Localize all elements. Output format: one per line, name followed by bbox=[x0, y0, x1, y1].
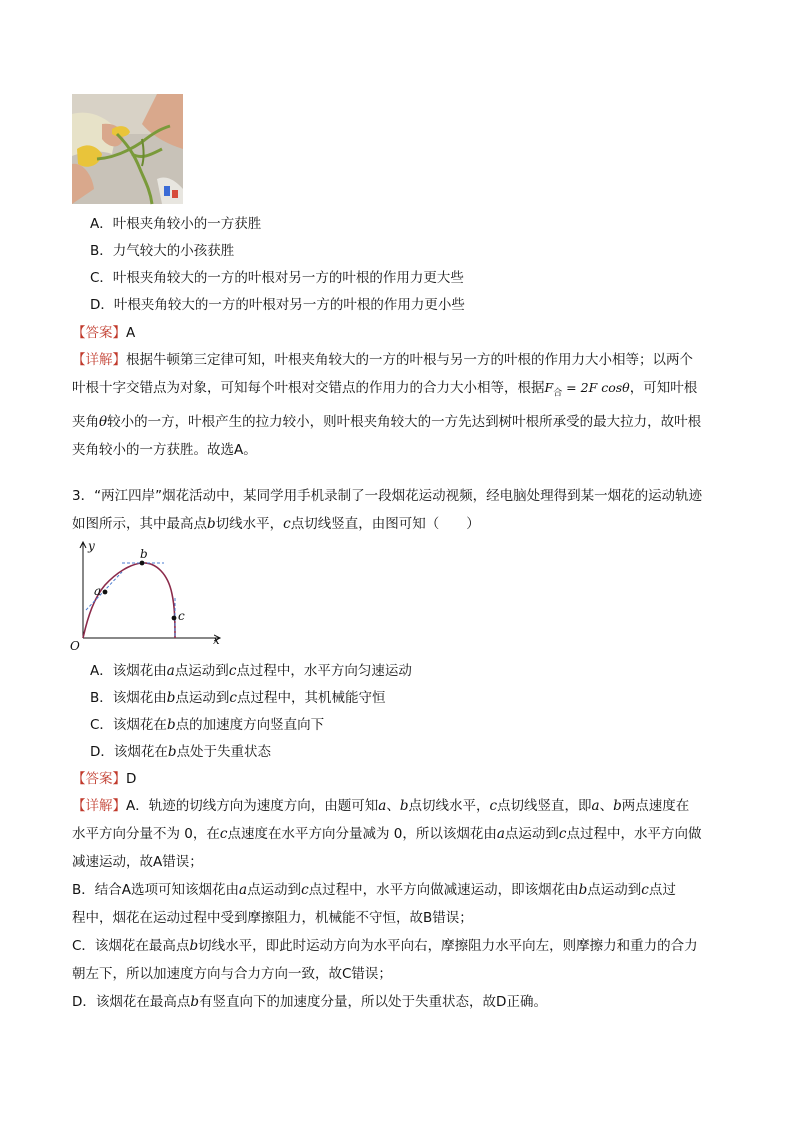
point-a-label: a bbox=[94, 584, 102, 598]
q2-option-c: C．叶根夹角较大的一方的叶根对另一方的叶根的作用力更大些 bbox=[90, 270, 464, 286]
q2-option-a: A．叶根夹角较小的一方获胜 bbox=[90, 216, 262, 232]
q3-answer bbox=[72, 770, 136, 788]
answer-tag: 【答案】 bbox=[72, 771, 126, 787]
answer-value: A bbox=[126, 325, 136, 341]
trajectory-diagram bbox=[70, 538, 232, 653]
q3-option-b: B．该烟花由b点运动到c点过程中，其机械能守恒 bbox=[90, 690, 386, 706]
point-c bbox=[172, 616, 177, 621]
force-formula: $F_合 = 2F$ cosθ bbox=[544, 380, 630, 399]
q2-answer bbox=[72, 324, 135, 342]
q3-detail: 【详解】A．轨迹的切线方向为速度方向，由题可知a、b点切线水平，c点切线竖直，即a、b两点速度在 水平方向分量不为 0，在c点速度在水平方向分量减为 0，所以该烟花由a点运动到c点过程中，水平方向做 减速运动，故A错误； B．结合A选项可知该烟花由a点运动到c点过程中，水平方向做减速运动，即该烟花由b点运动到c点过 程中，烟花在运动过程中受到摩擦阻力，机械能不守恒，故B错误； C．该烟花在最高点b切线水平，即此时运动方向为水平向右，摩擦阻力水平向左，则摩擦力和重力的合力 朝左下，所以加速度方向与合力方向一致，故C错误； D．该烟花在最高点b有竖直向下的加速度分量，所以处于失重状态，故D正确。 bbox=[72, 798, 702, 1010]
x-axis-label: x bbox=[213, 633, 220, 647]
q3-option-d: D．该烟花在b点处于失重状态 bbox=[90, 744, 272, 760]
q3-option-a: A．该烟花由a点运动到c点过程中，水平方向匀速运动 bbox=[90, 663, 412, 679]
point-b bbox=[140, 561, 145, 566]
q2-option-d: D．叶根夹角较大的一方的叶根对另一方的叶根的作用力更小些 bbox=[90, 297, 465, 313]
point-c-label: c bbox=[178, 609, 185, 623]
q3-option-c: C．该烟花在b点的加速度方向竖直向下 bbox=[90, 717, 325, 733]
trajectory-curve bbox=[83, 563, 175, 638]
photo-hands-pulling-leaf-stems-icon bbox=[72, 94, 183, 204]
detail-tag: 【详解】 bbox=[72, 352, 126, 368]
origin-label: O bbox=[70, 639, 80, 653]
detail-tag: 【详解】 bbox=[72, 798, 126, 814]
hands-leaf-stem-photo bbox=[72, 94, 183, 204]
q2-option-b: B．力气较大的小孩获胜 bbox=[90, 243, 235, 259]
y-axis-label: y bbox=[88, 539, 95, 553]
q2-detail: 【详解】根据牛顿第三定律可知，叶根夹角较大的一方的叶根与另一方的叶根的作用力大小相等；以两个 叶根十字交错点为对象，可知每个叶根对交错点的作用力的合力大小相等，根据$F_合 = 2F$ cosθ，可知叶根 夹角θ较小的一方，叶根产生的拉力较小，则叶根夹角较大的一方先达到树叶根所承受的最大拉力，故叶根 夹角较小的一方获胜。故选A。 bbox=[72, 352, 702, 458]
q3-stem: 3．“两江四岸”烟花活动中，某同学用手机录制了一段烟花运动视频，经电脑处理得到某一烟花的运动轨迹 如图所示，其中最高点b切线水平，c点切线竖直，由图可知（ ） bbox=[72, 488, 703, 532]
point-b-label: b bbox=[140, 547, 148, 561]
answer-tag: 【答案】 bbox=[72, 325, 126, 341]
point-a bbox=[103, 590, 108, 595]
answer-value: D bbox=[126, 771, 137, 787]
